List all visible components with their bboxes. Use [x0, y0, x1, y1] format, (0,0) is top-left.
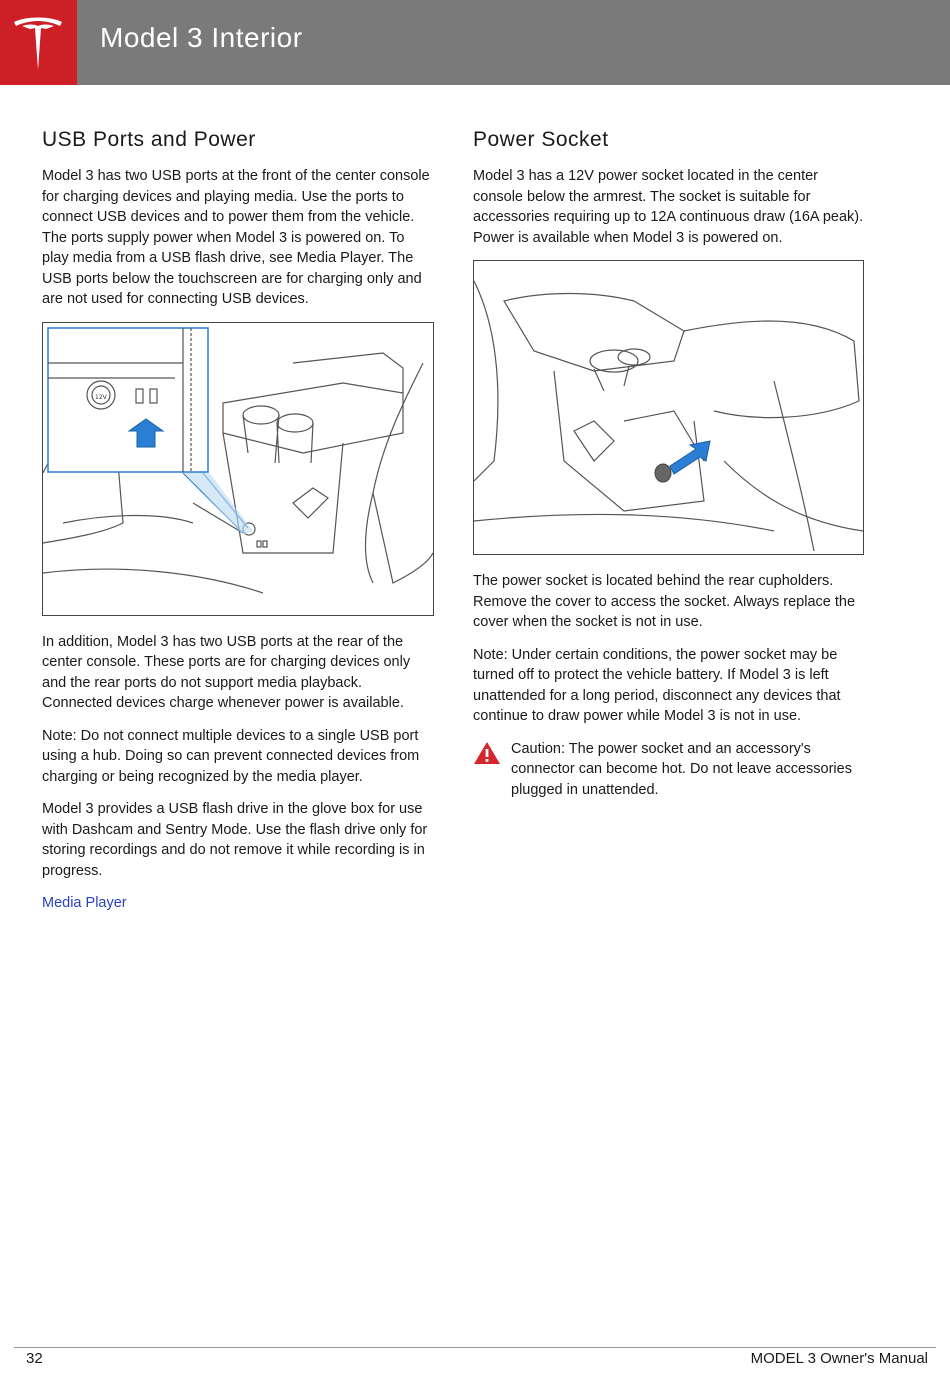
- power-paragraph-2: The power socket is located behind the rear cupholders. Remove the cover to access the socket. Always replace the cover when the socket is not in use.: [473, 573, 856, 630]
- usb-section-title: USB Ports and Power: [42, 128, 256, 151]
- page-title: Model 3 Interior: [100, 22, 303, 53]
- usb-section: [42, 128, 434, 914]
- tesla-logo-icon: [12, 14, 64, 72]
- caution-callout: [473, 739, 865, 801]
- media-player-link[interactable]: Media Player: [42, 895, 127, 911]
- power-paragraph-1: Model 3 has a 12V power socket located in the center console below the armrest. The socket is suitable for accessories requiring up to 12A continuous draw (16A peak). Power is available when Model 3 is powered on.: [473, 168, 864, 246]
- page-number: 32: [26, 1350, 43, 1367]
- usb-paragraph-1: Model 3 has two USB ports at the front of the center console for charging devices and playing media. Use the ports to connect USB devices and to power them from the vehicle. The ports supply power when Model 3 is powered on. To play media from a USB flash drive, see Media Player. The USB ports below the touchscreen are for charging only and are not used for connecting USB devices.: [42, 168, 430, 307]
- usb-paragraph-2: In addition, Model 3 has two USB ports at the rear of the center console. These ports are for charging devices only and the rear ports do not support media playback. Connected devices charge whenever power is available.: [42, 633, 411, 711]
- center-console-usb-drawing: [43, 323, 433, 615]
- center-console-socket-drawing: [474, 261, 863, 554]
- caution-text: Caution: The power socket and an accessory's connector can become hot. Do not leave accessories plugged in unattended.: [511, 740, 852, 798]
- tesla-logo: [0, 0, 77, 85]
- footer-divider: [14, 1347, 936, 1348]
- power-socket-section: [473, 128, 865, 812]
- usb-ports-illustration: [42, 322, 434, 616]
- warning-triangle-icon: [473, 741, 501, 765]
- manual-title: MODEL 3 Owner's Manual: [750, 1350, 928, 1367]
- power-socket-title: Power Socket: [473, 128, 609, 151]
- page-header: [0, 0, 950, 85]
- power-socket-illustration: [473, 260, 864, 555]
- usb-paragraph-4: Model 3 provides a USB flash drive in the glove box for use with Dashcam and Sentry Mode. Use the flash drive only for storing recordings and do not remove it while recording is in progress.: [42, 801, 428, 879]
- power-paragraph-3: Note: Under certain conditions, the power socket may be turned off to protect the vehicle battery. If Model 3 is left unattended for a long period, disconnect any devices that continue to draw power while Model 3 is not in use.: [473, 646, 841, 724]
- usb-paragraph-3: Note: Do not connect multiple devices to a single USB port using a hub. Doing so can prevent connected devices from charging or being recognized by the media player.: [42, 727, 420, 785]
- 12v-label: 12V: [95, 393, 107, 401]
